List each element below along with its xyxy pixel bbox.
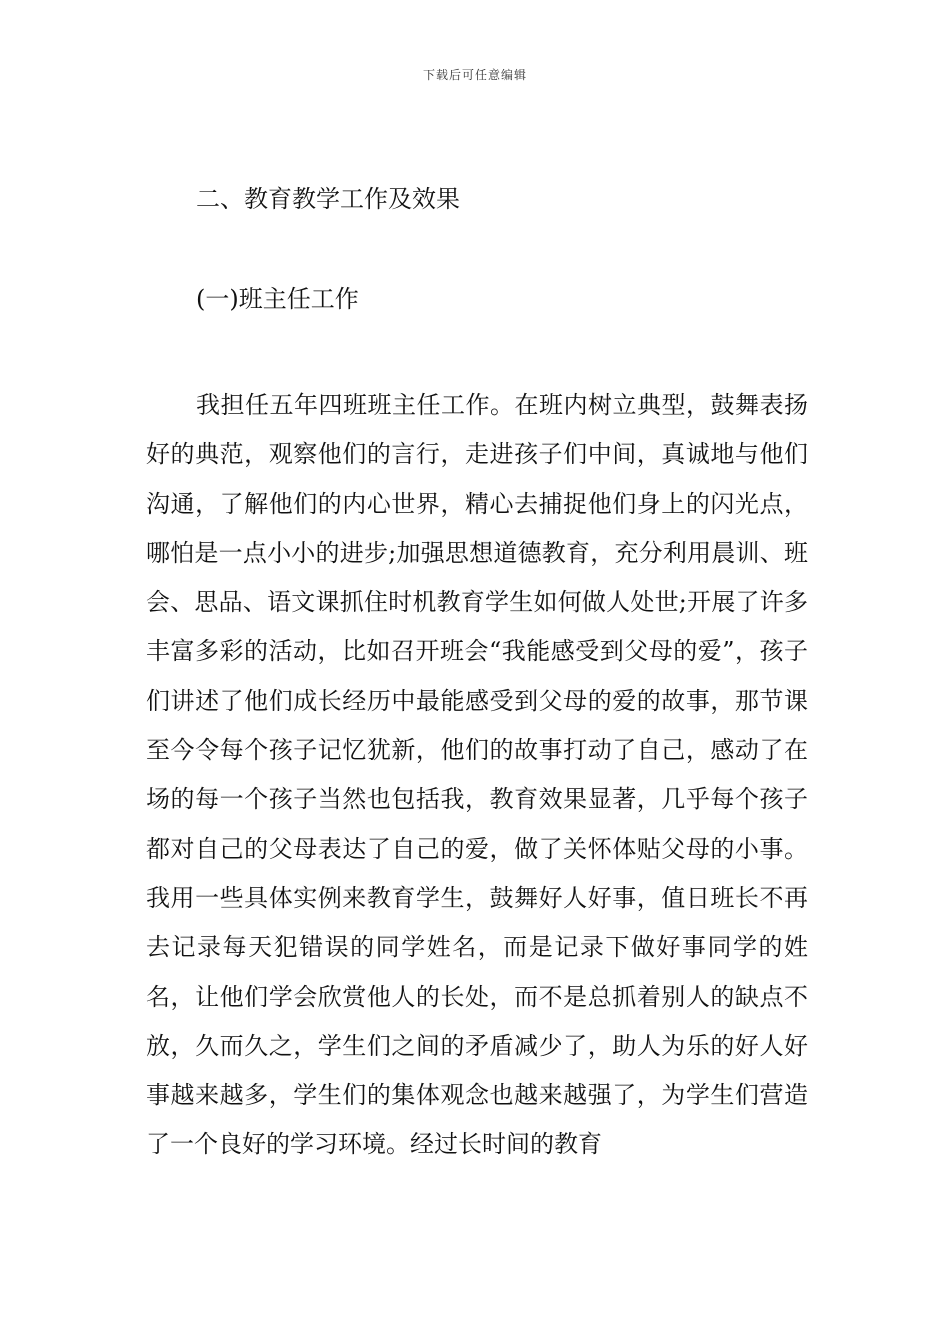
body-paragraph: 我担任五年四班班主任工作。在班内树立典型，鼓舞表扬好的典范，观察他们的言行，走进孩子们中间，真诚地与他们沟通，了解他们的内心世界，精心去捕捉他们身上的闪光点，哪怕是一点小小的进步;加强思想道德教育，充分利用晨训、班会、思品、语文课抓住时机教育学生如何做人处世;开展了许多丰富多彩的活动，比如召开班会“我能感受到父母的爱”，孩子们讲述了他们成长经历中最能感受到父母的爱的故事，那节课至今令每个孩子记忆犹新，他们的故事打动了自己，感动了在场的每一个孩子当然也包括我，教育效果显著，几乎每个孩子都对自己的父母表达了自己的爱，做了关怀体贴父母的小事。我用一些具体实例来教育学生，鼓舞好人好事，值日班长不再去记录每天犯错误的同学姓名，而是记录下做好事同学的姓名，让他们学会欣赏他人的长处，而不是总抓着别人的缺点不放，久而久之，学生们之间的矛盾减少了，助人为乐的好人好事越来越多，学生们的集体观念也越来越强了，为学生们营造了一个良好的学习环境。经过长时间的教育 (146, 391, 808, 1159)
section-heading: 二、教育教学工作及效果 (196, 185, 460, 213)
header-note: 下载后可任意编辑 (422, 68, 527, 82)
subsection-heading: (一)班主任工作 (196, 285, 359, 313)
